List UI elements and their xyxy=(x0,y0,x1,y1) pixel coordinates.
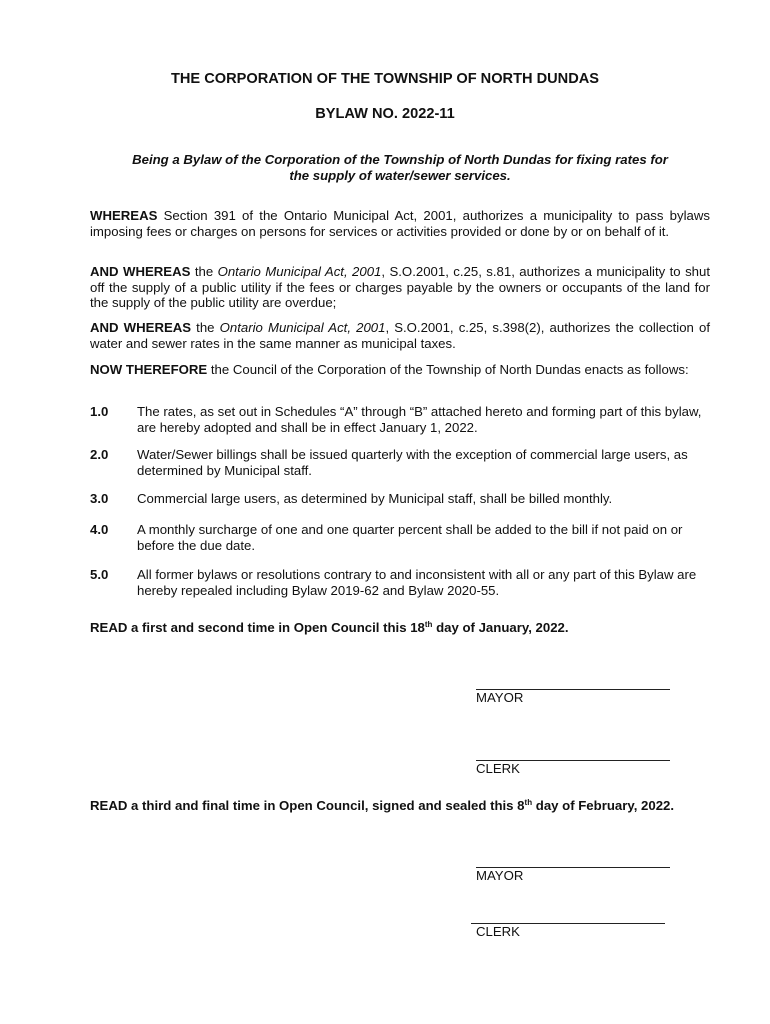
recital-now-therefore xyxy=(90,362,710,378)
mayor-signature-label: MAYOR xyxy=(476,690,524,705)
recital-lead: AND WHEREAS xyxy=(90,264,191,279)
act-title: Ontario Municipal Act, 2001 xyxy=(217,264,382,279)
clerk-signature-label: CLERK xyxy=(476,924,520,939)
recital-and-whereas-collection xyxy=(90,320,710,351)
recital-text: , S.O.2001, c.25, s.81, authorizes a municipality to shut off the supply of a public utility if the fees or charges payable by the owners or occupants of the land for the supply of the public utility are overdue; xyxy=(90,264,710,310)
section-text: Commercial large users, as determined by Municipal staff, shall be billed monthly. xyxy=(137,491,613,506)
recital-text: the xyxy=(190,264,218,279)
third-reading xyxy=(90,798,690,814)
bylaw-purpose-line-1: Being a Bylaw of the Corporation of the Township of North Dundas for fixing rates for xyxy=(132,152,668,167)
reading-text: READ a third and final time in Open Council, signed and sealed this 8 xyxy=(90,798,525,813)
recital-text: , S.O.2001, c.25, s.398(2), authorizes the collection of water and sewer rates in the same manner as municipal taxes. xyxy=(90,320,710,351)
section-number: 4.0 xyxy=(90,522,109,537)
corporation-title: THE CORPORATION OF THE TOWNSHIP OF NORTH DUNDAS xyxy=(170,71,600,87)
recital-text: the xyxy=(191,320,220,335)
recital-text: Section 391 of the Ontario Municipal Act, 2001, authorizes a municipality to pass bylaws imposing fees or charges on persons for services or activities provided or done by or on behalf of it. xyxy=(90,208,710,239)
first-second-reading xyxy=(90,620,710,636)
section-text: All former bylaws or resolutions contrary to and inconsistent with all or any part of this Bylaw are hereby repealed including Bylaw 2019-62 and Bylaw 2020-55. xyxy=(137,567,697,598)
section-number: 5.0 xyxy=(90,567,109,582)
bylaw-purpose xyxy=(90,152,710,184)
reading-text: READ a first and second time in Open Council this 18 xyxy=(90,620,425,635)
section-text: The rates, as set out in Schedules “A” through “B” attached hereto and forming part of this bylaw, are hereby adopted and shall be in effect January 1, 2022. xyxy=(137,404,702,435)
clerk-signature-label: CLERK xyxy=(476,761,520,776)
bylaw-purpose-line-2: the supply of water/sewer services. xyxy=(289,168,511,183)
act-title: Ontario Municipal Act, 2001 xyxy=(219,320,386,335)
section-number: 3.0 xyxy=(90,491,109,506)
section-number: 1.0 xyxy=(90,404,109,419)
section-number: 2.0 xyxy=(90,447,109,462)
recital-whereas xyxy=(90,208,710,239)
section-text: A monthly surcharge of one and one quarter percent shall be added to the bill if not paid on or before the due date. xyxy=(137,522,683,553)
mayor-signature-label: MAYOR xyxy=(476,868,524,883)
reading-text: day of January, 2022. xyxy=(432,620,569,635)
ordinal-suffix: th xyxy=(424,620,433,629)
bylaw-number: BYLAW NO. 2022-11 xyxy=(315,106,455,122)
recital-lead: AND WHEREAS xyxy=(90,320,192,335)
recital-lead: NOW THEREFORE xyxy=(90,362,208,377)
recital-text: the Council of the Corporation of the Township of North Dundas enacts as follows: xyxy=(207,362,689,377)
ordinal-suffix: th xyxy=(524,798,533,807)
recital-lead: WHEREAS xyxy=(90,208,158,223)
recital-and-whereas-shutoff xyxy=(90,264,710,311)
reading-text: day of February, 2022. xyxy=(532,798,675,813)
section-text: Water/Sewer billings shall be issued quarterly with the exception of commercial large users, as determined by Municipal staff. xyxy=(137,447,688,478)
